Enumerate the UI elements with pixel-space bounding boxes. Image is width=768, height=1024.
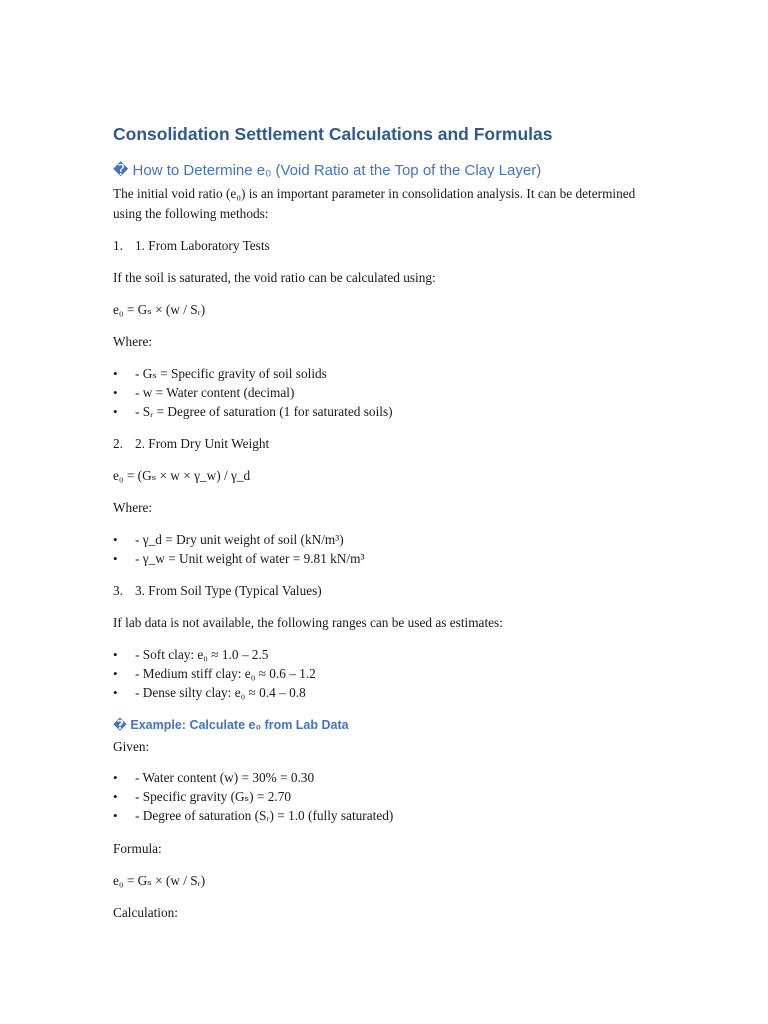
method-2-heading xyxy=(113,434,269,454)
method-2-number: 2. xyxy=(113,436,123,451)
bullet: • xyxy=(113,808,118,823)
bullet: • xyxy=(113,404,118,419)
list-item: • - Specific gravity (Gₛ) = 2.70 xyxy=(113,787,291,807)
bullet: • xyxy=(113,666,118,681)
list-item: • - Medium stiff clay: e₀ ≈ 0.6 – 1.2 xyxy=(113,664,316,684)
example-heading: � Example: Calculate e₀ from Lab Data xyxy=(113,718,349,732)
list-item: • - w = Water content (decimal) xyxy=(113,383,294,403)
method-1-number: 1. xyxy=(113,238,123,253)
bullet: • xyxy=(113,551,118,566)
list-item: • - Sᵣ = Degree of saturation (1 for saturated soils) xyxy=(113,402,393,422)
bullet: • xyxy=(113,366,118,381)
intro-paragraph: The initial void ratio (e₀) is an important parameter in consolidation analysis. It can be determined using the following methods: xyxy=(113,186,636,221)
bullet: • xyxy=(113,385,118,400)
method-1-formula: e₀ = Gₛ × (w / Sᵣ) xyxy=(113,302,206,317)
method-1-where: Where: xyxy=(113,334,153,349)
method-3-text: If lab data is not available, the following ranges can be used as estimates: xyxy=(113,615,503,630)
example-formula: e₀ = Gₛ × (w / Sᵣ) xyxy=(113,873,206,888)
example-calculation-label: Calculation: xyxy=(113,905,178,920)
example-given: Given: xyxy=(113,739,150,754)
list-item: • - γ_w = Unit weight of water = 9.81 kN/m³ xyxy=(113,549,364,569)
method-2-title: 2. From Dry Unit Weight xyxy=(135,436,270,451)
method-2-where: Where: xyxy=(113,500,153,515)
bullet: • xyxy=(113,789,118,804)
section-heading-void-ratio: � How to Determine e₀ (Void Ratio at the Top of the Clay Layer) xyxy=(113,162,542,179)
list-item: • - Soft clay: e₀ ≈ 1.0 – 2.5 xyxy=(113,645,268,665)
method-1-text: If the soil is saturated, the void ratio can be calculated using: xyxy=(113,270,436,285)
list-item: • - Water content (w) = 30% = 0.30 xyxy=(113,768,314,788)
document-title: Consolidation Settlement Calculations and Formulas xyxy=(113,124,553,144)
method-3-title: 3. From Soil Type (Typical Values) xyxy=(135,583,322,598)
method-3-number: 3. xyxy=(113,583,123,598)
method-1-title: 1. From Laboratory Tests xyxy=(135,238,270,253)
bullet: • xyxy=(113,770,118,785)
list-item: • - γ_d = Dry unit weight of soil (kN/m³) xyxy=(113,530,344,550)
list-item: • - Dense silty clay: e₀ ≈ 0.4 – 0.8 xyxy=(113,683,306,703)
method-2-formula: e₀ = (Gₛ × w × γ_w) / γ_d xyxy=(113,468,251,483)
list-item: • - Gₛ = Specific gravity of soil solids xyxy=(113,364,327,384)
list-item: • - Degree of saturation (Sᵣ) = 1.0 (fully saturated) xyxy=(113,806,393,826)
bullet: • xyxy=(113,532,118,547)
bullet: • xyxy=(113,685,118,700)
method-3-heading xyxy=(113,581,322,601)
example-formula-label: Formula: xyxy=(113,841,162,856)
bullet: • xyxy=(113,647,118,662)
method-1-heading xyxy=(113,236,270,256)
